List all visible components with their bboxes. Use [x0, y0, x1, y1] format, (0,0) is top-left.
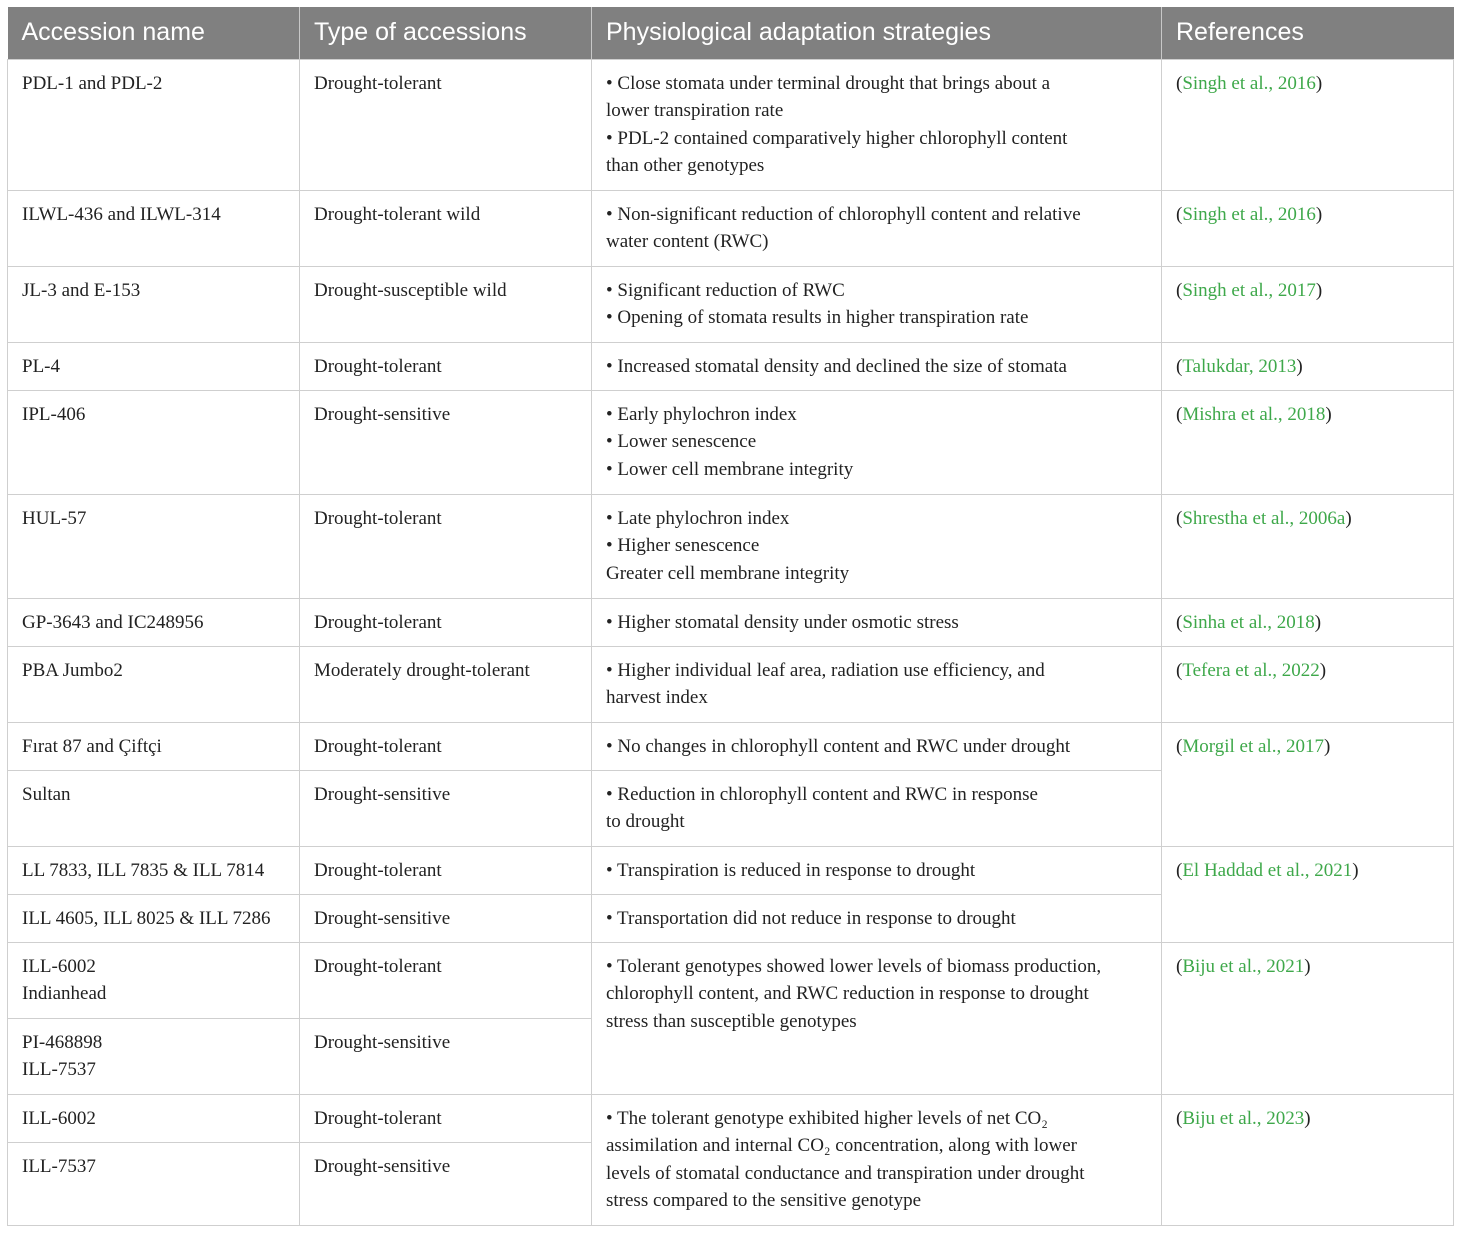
strategy-line: • Increased stomatal density and declined the size of stomata	[606, 355, 1067, 377]
type-cell: Drought-tolerant	[300, 59, 592, 190]
accession-cell	[8, 646, 300, 722]
reference-link[interactable]: Biju et al., 2021	[1182, 955, 1305, 977]
accession-name: HUL-57	[22, 507, 87, 529]
strategy-line: • Late phylochron index	[606, 507, 790, 529]
strategy-line: assimilation and internal CO₂ concentration, along with lower	[606, 1135, 1077, 1156]
reference-link[interactable]: Singh et al., 2017	[1182, 279, 1316, 301]
accession-cell	[8, 1018, 300, 1094]
accession-cell	[8, 1094, 300, 1142]
reference-link[interactable]: Mishra et al., 2018	[1182, 403, 1326, 425]
type-cell: Drought-sensitive	[300, 390, 592, 494]
strategy-line: lower transpiration rate	[606, 100, 784, 121]
accession-cell	[8, 722, 300, 770]
strategy-cell	[592, 598, 1162, 646]
reference-cell: (Biju et al., 2021)	[1162, 942, 1454, 1094]
accession-name: ILL-6002	[22, 1107, 96, 1129]
type-cell: Drought-tolerant	[300, 722, 592, 770]
header-type: Type of accessions	[300, 7, 592, 59]
table-row	[8, 1094, 1454, 1142]
header-references: References	[1162, 7, 1454, 59]
strategy-cell	[592, 942, 1162, 1094]
table-row	[8, 390, 1454, 494]
table-row	[8, 722, 1454, 770]
accession-cell	[8, 390, 300, 494]
accession-name: PDL-1 and PDL-2	[22, 72, 163, 94]
type-cell: Drought-tolerant	[300, 342, 592, 390]
accession-cell	[8, 942, 300, 1018]
strategy-line: • Lower senescence	[606, 431, 757, 452]
reference-link[interactable]: Shrestha et al., 2006a	[1182, 507, 1346, 529]
strategy-line: • Significant reduction of RWC	[606, 279, 845, 301]
type-cell: Drought-sensitive	[300, 770, 592, 846]
strategy-cell	[592, 1094, 1162, 1225]
header-row	[8, 7, 1454, 59]
accession-name: ILL-7537	[22, 1059, 96, 1080]
strategy-line: water content (RWC)	[606, 231, 769, 252]
accession-name: IPL-406	[22, 403, 86, 425]
reference-link[interactable]: Sinha et al., 2018	[1182, 611, 1315, 633]
type-cell: Drought-tolerant	[300, 942, 592, 1018]
table-row	[8, 266, 1454, 342]
strategy-line: harvest index	[606, 687, 708, 708]
strategy-line: • Lower cell membrane integrity	[606, 458, 854, 480]
accession-name: LL 7833, ILL 7835 & ILL 7814	[22, 859, 265, 881]
reference-cell: (Singh et al., 2017)	[1162, 266, 1454, 342]
reference-cell: (Talukdar, 2013)	[1162, 342, 1454, 390]
reference-cell: (El Haddad et al., 2021)	[1162, 846, 1454, 942]
strategy-line: • Transpiration is reduced in response to drought	[606, 859, 976, 881]
strategy-line: stress than susceptible genotypes	[606, 1010, 857, 1032]
accession-name: PL-4	[22, 355, 60, 377]
reference-cell: (Tefera et al., 2022)	[1162, 646, 1454, 722]
accession-cell	[8, 770, 300, 846]
table-row	[8, 190, 1454, 266]
accession-cell	[8, 342, 300, 390]
strategy-line: • Non-significant reduction of chlorophyll content and relative	[606, 203, 1081, 225]
accession-name: ILL-7537	[22, 1155, 96, 1177]
strategy-cell	[592, 846, 1162, 894]
type-cell: Drought-sensitive	[300, 1142, 592, 1225]
strategy-line: • Close stomata under terminal drought that brings about a	[606, 72, 1051, 94]
reference-cell: (Singh et al., 2016)	[1162, 190, 1454, 266]
reference-link[interactable]: El Haddad et al., 2021	[1182, 859, 1353, 881]
strategy-cell	[592, 342, 1162, 390]
strategy-cell	[592, 390, 1162, 494]
accession-cell	[8, 894, 300, 942]
strategy-line: • PDL-2 contained comparatively higher chlorophyll content	[606, 127, 1068, 149]
strategy-cell	[592, 59, 1162, 190]
strategy-line: • Opening of stomata results in higher transpiration rate	[606, 307, 1029, 328]
strategy-line: • Transportation did not reduce in response to drought	[606, 907, 1016, 929]
reference-link[interactable]: Morgil et al., 2017	[1182, 735, 1324, 757]
table-row	[8, 942, 1454, 1018]
table-row	[8, 59, 1454, 190]
strategy-line: • Higher individual leaf area, radiation use efficiency, and	[606, 659, 1045, 681]
type-cell: Drought-tolerant wild	[300, 190, 592, 266]
strategy-cell	[592, 266, 1162, 342]
type-cell: Drought-tolerant	[300, 598, 592, 646]
reference-link[interactable]: Singh et al., 2016	[1182, 72, 1316, 94]
reference-cell: (Mishra et al., 2018)	[1162, 390, 1454, 494]
type-cell: Drought-sensitive	[300, 1018, 592, 1094]
reference-link[interactable]: Tefera et al., 2022	[1182, 659, 1320, 681]
strategy-cell	[592, 894, 1162, 942]
strategy-cell	[592, 646, 1162, 722]
table-row	[8, 342, 1454, 390]
type-cell: Drought-tolerant	[300, 846, 592, 894]
accession-name: Fırat 87 and Çiftçi	[22, 735, 162, 757]
strategy-cell	[592, 190, 1162, 266]
strategy-cell	[592, 770, 1162, 846]
strategy-line: • Higher senescence	[606, 535, 760, 556]
header-accession-name: Accession name	[8, 7, 300, 59]
type-cell: Drought-tolerant	[300, 494, 592, 598]
accession-name: ILL-6002	[22, 955, 96, 977]
strategy-line: chlorophyll content, and RWC reduction in response to drought	[606, 983, 1089, 1004]
type-cell: Drought-tolerant	[300, 1094, 592, 1142]
strategy-line: Greater cell membrane integrity	[606, 562, 850, 584]
accession-name: GP-3643 and IC248956	[22, 611, 204, 633]
reference-link[interactable]: Singh et al., 2016	[1182, 203, 1316, 225]
accession-name: ILWL-436 and ILWL-314	[22, 203, 221, 225]
strategy-line: • Tolerant genotypes showed lower levels of biomass production,	[606, 955, 1102, 977]
reference-cell: (Biju et al., 2023)	[1162, 1094, 1454, 1225]
reference-cell: (Singh et al., 2016)	[1162, 59, 1454, 190]
table-row	[8, 494, 1454, 598]
accession-cell	[8, 494, 300, 598]
strategy-line: levels of stomatal conductance and transpiration under drought	[606, 1162, 1085, 1184]
strategy-cell	[592, 494, 1162, 598]
accession-cell	[8, 190, 300, 266]
accession-name: ILL 4605, ILL 8025 & ILL 7286	[22, 907, 271, 929]
accession-cell	[8, 59, 300, 190]
table-row	[8, 846, 1454, 894]
accession-name: JL-3 and E-153	[22, 279, 141, 301]
strategy-line: • Higher stomatal density under osmotic stress	[606, 611, 959, 633]
accession-cell	[8, 846, 300, 894]
strategy-line: • No changes in chlorophyll content and RWC under drought	[606, 735, 1071, 757]
table-row	[8, 598, 1454, 646]
reference-link[interactable]: Talukdar, 2013	[1182, 355, 1297, 377]
adaptation-table	[7, 7, 1454, 1226]
type-cell: Drought-susceptible wild	[300, 266, 592, 342]
accession-name: PI-468898	[22, 1031, 103, 1053]
accession-cell	[8, 1142, 300, 1225]
reference-link[interactable]: Biju et al., 2023	[1182, 1107, 1305, 1129]
strategy-line: to drought	[606, 811, 685, 832]
reference-cell: (Sinha et al., 2018)	[1162, 598, 1454, 646]
strategy-line: • The tolerant genotype exhibited higher levels of net CO₂	[606, 1107, 1048, 1129]
strategy-line: stress compared to the sensitive genotype	[606, 1190, 922, 1211]
header-strategies: Physiological adaptation strategies	[592, 7, 1162, 59]
reference-cell: (Morgil et al., 2017)	[1162, 722, 1454, 846]
strategy-line: • Reduction in chlorophyll content and RWC in response	[606, 783, 1038, 805]
strategy-cell	[592, 722, 1162, 770]
strategy-line: • Early phylochron index	[606, 403, 797, 425]
reference-cell: (Shrestha et al., 2006a)	[1162, 494, 1454, 598]
type-cell: Drought-sensitive	[300, 894, 592, 942]
accession-cell	[8, 598, 300, 646]
accession-name: PBA Jumbo2	[22, 659, 123, 681]
type-cell: Moderately drought-tolerant	[300, 646, 592, 722]
accession-cell	[8, 266, 300, 342]
strategy-line: than other genotypes	[606, 155, 765, 176]
accession-name: Sultan	[22, 783, 71, 805]
table-row	[8, 646, 1454, 722]
accession-name: Indianhead	[22, 983, 107, 1004]
